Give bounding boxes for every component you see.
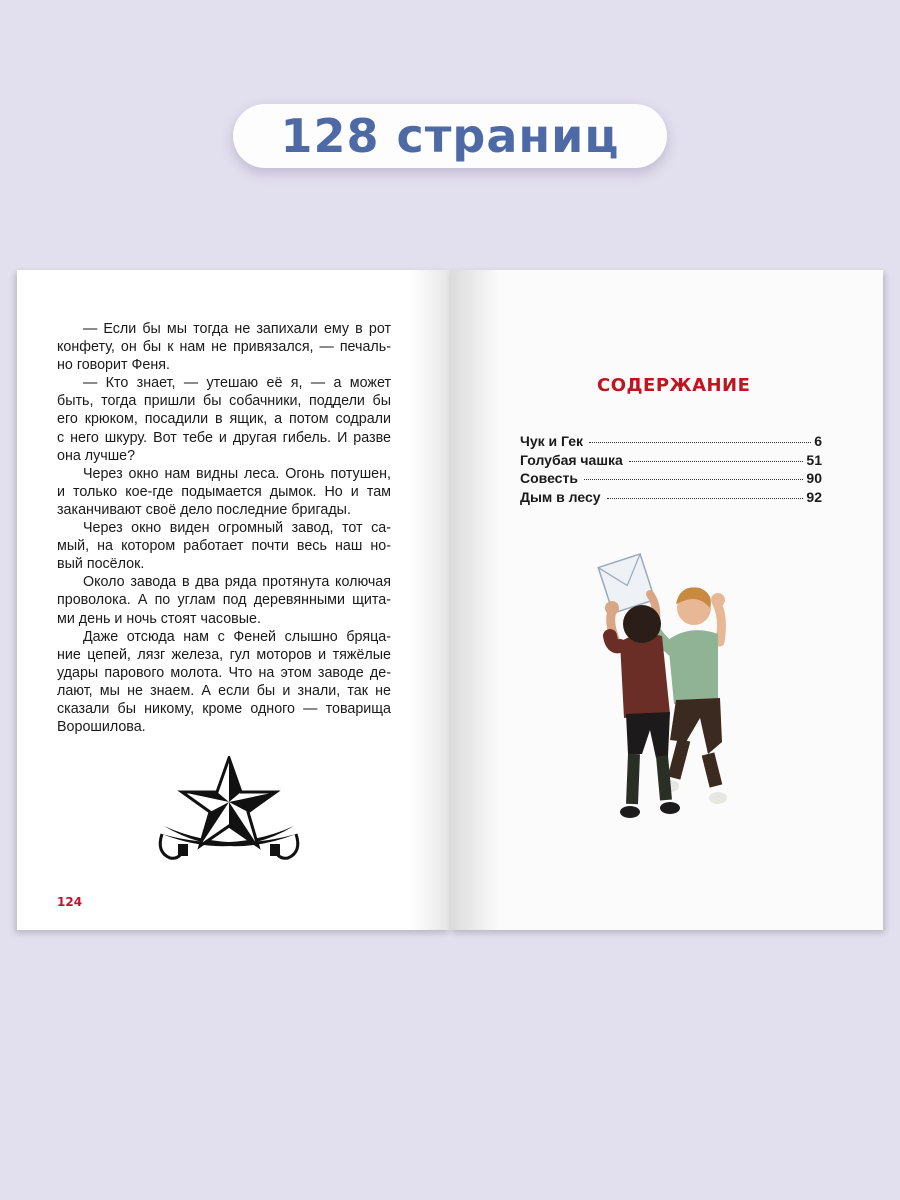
toc-entry-page: 6 — [814, 433, 822, 449]
toc-entry-title: Чук и Гек — [520, 433, 584, 449]
text-line: лают, мы не знаем. А если бы и знали, так не — [57, 682, 391, 699]
text-line: вый посёлок. — [57, 556, 145, 573]
text-line: Ворошилова. — [57, 719, 146, 736]
text-line: и только кое-где подымается дымок. Но и там — [57, 483, 391, 500]
page-number: 124 — [57, 895, 83, 909]
toc-entry-title: Совесть — [520, 470, 578, 486]
text-line: проволока. А по углам под деревянными щита- — [57, 592, 391, 609]
text-line: ми день и ночь стоят часовые. — [57, 610, 261, 627]
open-book — [17, 270, 883, 930]
toc-leader-dots — [584, 479, 803, 480]
text-line: Даже отсюда нам с Феней слышно бряца- — [83, 628, 391, 645]
text-line: Через окно нам видны леса. Огонь потушен, — [83, 465, 391, 482]
text-line: конфету, он бы к нам не привязался, — печаль- — [57, 339, 391, 356]
toc-entry — [520, 470, 822, 489]
text-line: удары парового молота. Что на этом заводе де- — [57, 664, 391, 681]
left-page — [17, 270, 450, 930]
toc-entry-title: Голубая чашка — [520, 451, 623, 468]
toc-entry-page: 90 — [806, 470, 822, 486]
text-line: заканчивают своё дело последние бригады. — [57, 501, 351, 518]
page-count-banner — [233, 104, 667, 168]
toc-entry-title: Дым в лесу — [520, 488, 601, 505]
star-sabres-emblem-icon — [154, 756, 304, 868]
toc-leader-dots — [589, 442, 811, 443]
toc-leader-dots — [607, 498, 804, 499]
toc-entry — [520, 489, 822, 508]
text-line: Через окно виден огромный завод, тот са- — [83, 520, 391, 537]
text-line: с него шкуру. Вот тебе и другая гибель. И разве — [57, 429, 391, 446]
text-line: мый, на котором работает почти весь наш но- — [57, 538, 391, 555]
text-line: сказали бы никому, кроме одного — товарища — [57, 700, 391, 717]
text-line: она лучше? — [57, 447, 136, 464]
text-line: — Кто знает, — утешаю её я, — а может — [83, 375, 391, 392]
text-line: ние цепей, лязг железа, гул моторов и тяжёлые — [57, 646, 391, 663]
text-line: но говорит Феня. — [57, 357, 170, 374]
text-line: — Если бы мы тогда не запихали ему в рот — [83, 321, 391, 337]
two-boys-with-letter-illustration — [590, 542, 750, 842]
banner-text: 128 страниц — [280, 109, 620, 163]
toc-title: СОДЕРЖАНИЕ — [597, 375, 751, 396]
toc-entry-page: 92 — [806, 488, 822, 505]
right-page — [450, 270, 883, 930]
text-line: быть, тогда пришли бы собачники, поддели бы — [57, 393, 391, 410]
toc-entry-page: 51 — [806, 451, 822, 468]
toc-entry — [520, 433, 822, 452]
text-line: Около завода в два ряда протянута колючая — [83, 574, 391, 591]
story-text — [57, 320, 391, 736]
table-of-contents — [520, 433, 822, 507]
toc-entry — [520, 452, 822, 471]
toc-leader-dots — [629, 461, 804, 462]
text-line: его крюком, посадили в ящик, а потом содрали — [57, 411, 391, 428]
